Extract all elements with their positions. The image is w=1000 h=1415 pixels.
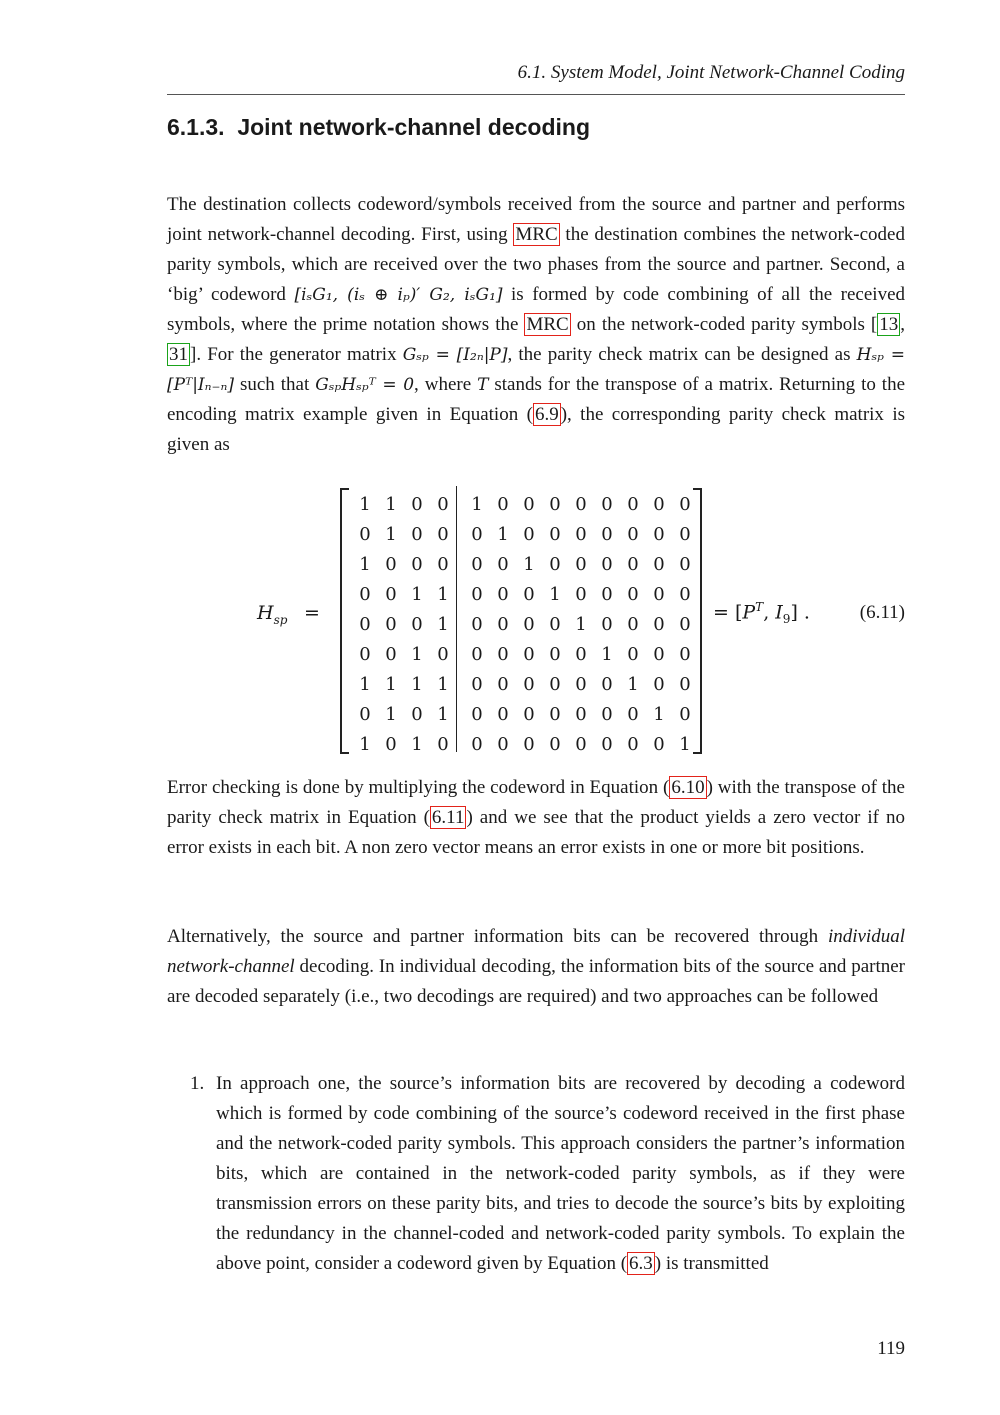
- rhs-close: ] .: [790, 601, 810, 624]
- matrix-cell: 0: [437, 644, 449, 665]
- matrix-cell: 0: [359, 644, 371, 665]
- matrix-cell: 0: [549, 674, 561, 695]
- text: the destination combines the network-coded parity symbols, which are received over the two phases from the source and partner. Second, a ‘big’ codeword: [167, 224, 905, 305]
- matrix-cell: 0: [627, 704, 639, 725]
- list-number: 1.: [190, 1073, 205, 1094]
- math-product: GₛₚHₛₚᵀ = 0: [315, 375, 415, 395]
- text: on the network-coded parity symbols [: [570, 314, 878, 335]
- text: Error checking is done by multiplying the codeword in Equation (: [167, 777, 670, 798]
- text: ), the corresponding parity check matrix is given as: [167, 404, 906, 455]
- matrix-cell: 0: [411, 524, 423, 545]
- matrix-cell: 0: [575, 584, 587, 605]
- text: ,: [900, 314, 905, 335]
- text: ) with the transpose of the parity check matrix in Equation (: [167, 777, 905, 828]
- matrix-cell: 0: [471, 614, 483, 635]
- rhs-T: T: [755, 600, 764, 614]
- matrix-cell: 0: [653, 524, 665, 545]
- math-T: T: [477, 375, 489, 395]
- matrix-cell: 0: [601, 584, 613, 605]
- text: ) and we see that the product yields a zero vector if no error exists in each bit. A non zero vector means an error exists in one or more bit positions.: [167, 807, 905, 858]
- page-number: 119: [877, 1338, 905, 1359]
- rhs-comma: ,: [763, 601, 776, 624]
- matrix-cell: 0: [523, 524, 535, 545]
- matrix-cell: 0: [627, 524, 639, 545]
- matrix-cell: 0: [523, 494, 535, 515]
- matrix-cell: 1: [497, 524, 509, 545]
- matrix-cell: 0: [679, 494, 691, 515]
- equation-lhs: [257, 602, 287, 627]
- matrix-cell: 1: [411, 734, 423, 755]
- matrix-cell: 0: [601, 614, 613, 635]
- matrix-cell: 0: [627, 584, 639, 605]
- matrix-cell: 0: [653, 644, 665, 665]
- text: , where: [414, 374, 478, 395]
- section-title: Joint network-channel decoding: [237, 114, 591, 140]
- matrix-cell: 0: [549, 614, 561, 635]
- matrix-cell: 0: [601, 494, 613, 515]
- matrix-cell: 0: [437, 734, 449, 755]
- matrix-cell: 0: [437, 554, 449, 575]
- paragraph-2: [167, 773, 905, 863]
- text: The destination collects codeword/symbols received from the source and partner and performs joint network-channel decoding. First, using: [167, 194, 905, 245]
- matrix-cell: 1: [359, 494, 371, 515]
- text: , the parity check matrix can be designed as: [507, 344, 857, 365]
- matrix-cell: 0: [497, 734, 509, 755]
- rhs-I-sub: 9: [782, 612, 791, 627]
- matrix-cell: 0: [549, 494, 561, 515]
- text: such that: [234, 374, 316, 395]
- emphasis: individual network-channel: [167, 926, 905, 977]
- matrix-cell: 0: [549, 704, 561, 725]
- partition-line: [456, 486, 457, 752]
- matrix-cell: 0: [385, 644, 397, 665]
- matrix-cell: 0: [359, 584, 371, 605]
- matrix-cell: 0: [575, 494, 587, 515]
- matrix-cell: 1: [411, 584, 423, 605]
- lhs-symbol: H: [257, 602, 274, 624]
- text: is formed by code combining of all the received symbols, where the prime notation shows the: [167, 284, 906, 335]
- right-bracket: [693, 488, 702, 754]
- equals-sign: =: [304, 602, 320, 624]
- matrix-cell: 0: [471, 734, 483, 755]
- running-head: 6.1. System Model, Joint Network-Channel Coding: [517, 62, 905, 83]
- text: Alternatively, the source and partner information bits can be recovered through: [167, 926, 828, 947]
- rhs-I: I: [775, 601, 783, 624]
- matrix-cell: 0: [575, 644, 587, 665]
- matrix-cell: 1: [437, 614, 449, 635]
- matrix-cell: 0: [385, 554, 397, 575]
- matrix-cell: 0: [549, 644, 561, 665]
- math-codeword: [iₛG₁, (iₛ ⊕ iₚ)′ G₂, iₛG₁]: [294, 285, 503, 305]
- matrix-cell: 0: [497, 584, 509, 605]
- matrix-cell: 0: [627, 734, 639, 755]
- matrix-cell: 0: [601, 554, 613, 575]
- matrix-cell: 0: [385, 614, 397, 635]
- matrix-cell: 0: [679, 554, 691, 575]
- paragraph-1: [167, 190, 905, 460]
- matrix-cell: 0: [653, 614, 665, 635]
- matrix-cell: 1: [411, 674, 423, 695]
- matrix-cell: 0: [679, 584, 691, 605]
- matrix-cell: 1: [471, 494, 483, 515]
- equation-number: (6.11): [859, 602, 905, 623]
- matrix-cell: 1: [359, 554, 371, 575]
- matrix-cell: 0: [523, 704, 535, 725]
- matrix-cell: 0: [627, 494, 639, 515]
- list-text: [216, 1069, 905, 1279]
- matrix-cell: 0: [679, 704, 691, 725]
- left-bracket: [340, 488, 349, 754]
- section-heading: [167, 114, 590, 141]
- equation-link[interactable]: 6.9: [534, 404, 559, 425]
- matrix-cell: 0: [437, 494, 449, 515]
- citation-link[interactable]: 13: [879, 314, 899, 335]
- matrix-cell: 0: [411, 614, 423, 635]
- matrix-cell: 1: [437, 674, 449, 695]
- matrix-cell: 0: [359, 614, 371, 635]
- text: ]. For the generator matrix: [190, 344, 403, 365]
- matrix-cell: 0: [471, 524, 483, 545]
- matrix-cell: 0: [679, 644, 691, 665]
- matrix-cell: 1: [627, 674, 639, 695]
- section-number: 6.1.3.: [167, 114, 225, 140]
- matrix-cell: 1: [653, 704, 665, 725]
- matrix-cell: 0: [471, 584, 483, 605]
- matrix-cell: 0: [471, 644, 483, 665]
- matrix-cell: 1: [385, 494, 397, 515]
- matrix-cell: 0: [497, 674, 509, 695]
- matrix-cell: 0: [679, 524, 691, 545]
- matrix-cell: 1: [601, 644, 613, 665]
- equation-link[interactable]: 6.3: [629, 1253, 653, 1274]
- rhs-open: = [: [713, 601, 743, 624]
- matrix-cell: 0: [679, 614, 691, 635]
- matrix-cell: 0: [653, 554, 665, 575]
- matrix-cell: 1: [679, 734, 691, 755]
- matrix-cell: 0: [385, 734, 397, 755]
- matrix-cell: 0: [575, 704, 587, 725]
- equation-6-11: [167, 484, 905, 754]
- matrix-cell: 0: [471, 674, 483, 695]
- acronym-link-mrc[interactable]: MRC: [515, 224, 558, 245]
- rhs-P: P: [742, 601, 756, 624]
- matrix-cell: 0: [653, 734, 665, 755]
- matrix-cell: 0: [497, 494, 509, 515]
- matrix-cell: 0: [653, 494, 665, 515]
- matrix-cell: 1: [359, 674, 371, 695]
- text: In approach one, the source’s information bits are recovered by decoding a codeword which is formed by code combining of the source’s codeword received in the first phase and the network-coded parity symbols. This approach considers the partner’s information bits, which are contained in the network-coded parity symbols, as if they were transmission errors on these parity bits, and tries to decode the source’s bits by exploiting the redundancy in the channel-coded and network-coded parity symbols. To explain the above point, consider a codeword given by Equation (: [216, 1073, 905, 1274]
- matrix-cell: 0: [359, 704, 371, 725]
- parity-check-matrix: [340, 486, 702, 755]
- matrix-cell: 0: [679, 674, 691, 695]
- paragraph-3: [167, 922, 905, 1012]
- matrix-cell: 0: [575, 674, 587, 695]
- matrix-cell: 0: [627, 614, 639, 635]
- matrix-cell: 0: [471, 704, 483, 725]
- matrix-cell: 0: [523, 584, 535, 605]
- matrix-cell: 0: [601, 734, 613, 755]
- text: stands for the transpose of a matrix. Returning to the encoding matrix example given in Equation (: [167, 374, 906, 425]
- matrix-cell: 0: [549, 554, 561, 575]
- matrix-cell: 0: [497, 644, 509, 665]
- lhs-subscript: sp: [273, 612, 288, 627]
- header-rule: [167, 94, 905, 95]
- matrix-cell: 0: [411, 494, 423, 515]
- matrix-cell: 0: [549, 524, 561, 545]
- matrix-cell: 1: [359, 734, 371, 755]
- matrix-cell: 1: [575, 614, 587, 635]
- equation-link[interactable]: 6.11: [431, 807, 465, 828]
- matrix-cell: 0: [411, 554, 423, 575]
- matrix-cell: 0: [497, 704, 509, 725]
- citation-link[interactable]: 31: [169, 344, 188, 365]
- matrix-cell: 1: [437, 584, 449, 605]
- text: decoding. In individual decoding, the information bits of the source and partner are decoded separately (i.e., two decodings are required) and two approaches can be followed: [167, 956, 905, 1007]
- matrix-cell: 0: [497, 554, 509, 575]
- matrix-cell: 0: [411, 704, 423, 725]
- matrix-cell: 1: [411, 644, 423, 665]
- math-parity-check: Hₛₚ = [Pᵀ|Iₙ₋ₙ]: [167, 345, 906, 395]
- matrix-cell: 0: [523, 614, 535, 635]
- matrix-cell: 0: [523, 674, 535, 695]
- matrix-cell: 0: [471, 554, 483, 575]
- matrix-cell: 1: [385, 704, 397, 725]
- equation-link[interactable]: 6.10: [671, 777, 705, 798]
- matrix-cell: 1: [385, 674, 397, 695]
- matrix-cell: 0: [523, 734, 535, 755]
- matrix-cell: 0: [653, 674, 665, 695]
- matrix-cell: 0: [523, 644, 535, 665]
- matrix-cell: 0: [601, 524, 613, 545]
- equation-rhs: [713, 600, 810, 626]
- matrix-cell: 0: [575, 554, 587, 575]
- text: ) is transmitted: [654, 1253, 769, 1274]
- matrix-cell: 0: [385, 584, 397, 605]
- matrix-cell: 0: [601, 704, 613, 725]
- matrix-cell: 1: [385, 524, 397, 545]
- matrix-cell: 0: [549, 734, 561, 755]
- matrix-cell: 0: [627, 554, 639, 575]
- matrix-cell: 0: [653, 584, 665, 605]
- matrix-cell: 0: [627, 644, 639, 665]
- matrix-cell: 1: [437, 704, 449, 725]
- matrix-cell: 0: [575, 524, 587, 545]
- matrix-cell: 0: [601, 674, 613, 695]
- matrix-cell: 0: [497, 614, 509, 635]
- matrix-cell: 0: [437, 524, 449, 545]
- matrix-cell: 1: [523, 554, 535, 575]
- math-generator-matrix: Gₛₚ = [I₂ₙ|P]: [402, 345, 508, 365]
- matrix-cell: 1: [549, 584, 561, 605]
- matrix-cell: 0: [575, 734, 587, 755]
- acronym-link-mrc[interactable]: MRC: [526, 314, 569, 335]
- matrix-cell: 0: [359, 524, 371, 545]
